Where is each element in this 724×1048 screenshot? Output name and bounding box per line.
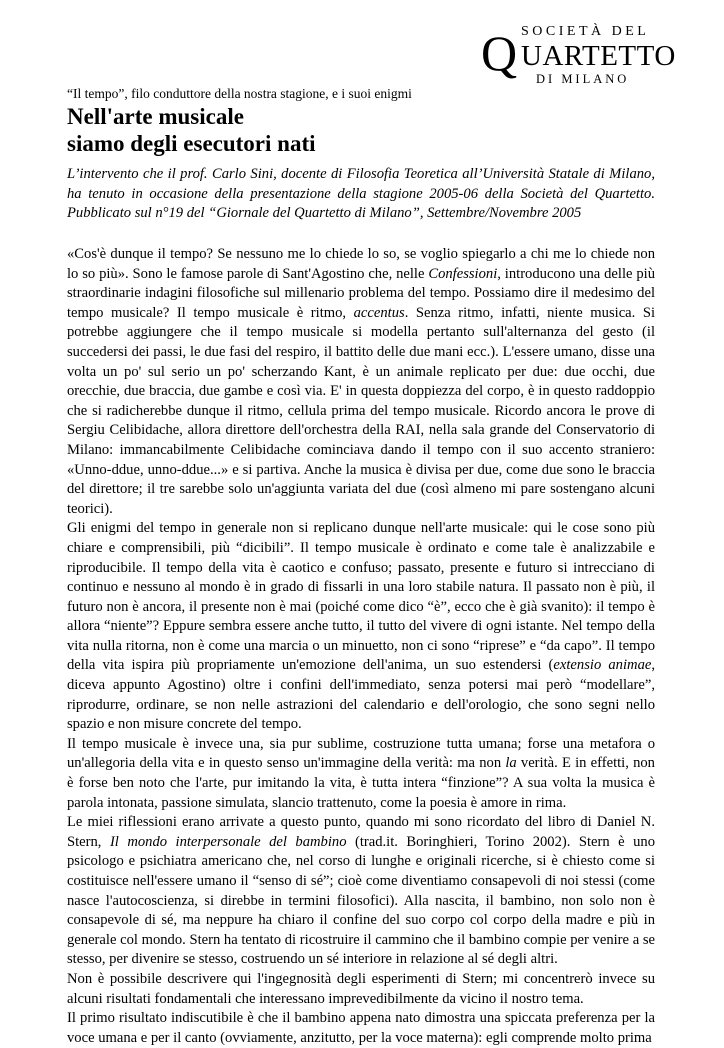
paragraph-2 — [67, 519, 655, 735]
p4-text-c: (trad.it. Boringhieri, Torino 2002). Stern è uno psicologo e psichiatra americano che, nel corso di lunghe e originali ricerche, si è chiesto come si costituisce nell'essere umano il “senso di sé”; cioè come diventiamo consapevoli di noi stessi (come nasce l'autocoscienza, si direbbe in termini filosofici). Alla nascita, il bambino, non solo non è consapevole di sé, ma neppure ha chiaro il confine del suo corpo col corpo della madre e più in generale col mondo. Stern ha tentato di ricostruire il cammino che il bambino compie per venire a se stesso, per divenire se stesso, costruendo un sé interiore in relazione al sé degli altri. — [67, 833, 655, 968]
paragraph-3 — [67, 735, 655, 813]
p2-italic-extensio: extensio animae — [553, 657, 652, 674]
logo-line-milano: DI MILANO — [536, 72, 630, 86]
logo-line-societa: SOCIETÀ DEL — [521, 24, 650, 39]
p1-italic-accentus: accentus — [353, 304, 405, 321]
p1-italic-confessioni: Confessioni — [428, 265, 498, 282]
p2-text-a: Gli enigmi del tempo in generale non si replicano dunque nell'arte musicale: qui le cose sono più chiare e comprensibili, più “dicibili”. Il tempo musicale è ordinato e come tale è analizzabile e riproducibile. Il tempo della vita è caotico e confuso; passato, presente e futuro si intrecciano di continuo e nessuno al mondo è in grado di fissarli in una loro stabile natura. Il passato non è più, il futuro non è ancora, il presente non è mai (poiché come dico “è”, ecco che è già svanito): il tempo è allora “niente”? Eppure sembra essere anche tutto, il tutto del vivere di ogni istante. Nel tempo della vita nulla ritorna, non è come una marcia o un minuetto, non ci sono “riprese” e “da capo”. Il tempo della vita ispira più propriamente un'emozione dell'anima, un suo estendersi ( — [67, 520, 655, 674]
title-line-2: siamo degli esecutori nati — [67, 131, 316, 156]
paragraph-4 — [67, 813, 655, 970]
p1-text-a: «Cos'è dunque il tempo? Se nessuno me lo chiede lo so, se voglio spiegarlo a chi me lo chiede non lo so più». Sono le famose parole di Sant'Agostino che, nelle — [67, 246, 655, 282]
p4-text-a: Le miei riflessioni erano arrivate a questo punto, quando mi sono ricordato del libro di Daniel N. Stern, — [67, 814, 655, 850]
quartetto-logo — [481, 24, 701, 94]
paragraph-5: Non è possibile descrivere qui l'ingegnosità degli esperimenti di Stern; mi concentrerò invece su alcuni risultati fondamentali che interessano imprevedibilmente da vicino il nostro tema. — [67, 970, 655, 1007]
p3-italic-la: la — [505, 755, 517, 772]
logo-initial-q: Q — [481, 25, 518, 81]
intro-paragraph: L’intervento che il prof. Carlo Sini, docente di Filosofia Teoretica all’Università Statale di Milano, ha tenuto in occasione della presentazione della stagione 2005-06 della Società del Quartetto. Pubblicato sul n°19 del “Giornale del Quartetto di Milano”, Settembre/Novembre 2005 — [67, 166, 655, 221]
p1-text-c: , introducono una delle più straordinarie indagini filosofiche sul millenario problema del tempo. Possiamo dire il medesimo del tempo musicale? Il tempo musicale è ritmo, — [67, 265, 655, 321]
logo-line-quartetto: UARTETTO — [521, 40, 676, 72]
article-body — [67, 245, 655, 1048]
p3-text-c: verità. E in effetti, non è forse ben noto che l'arte, pur imitando la vita, è tutta intera “finzione”? A sua volta la musica è parola intonata, passione simulata, slancio trattenuto, come la poesia è amore in rima. — [67, 755, 655, 811]
p3-text-a: Il tempo musicale è invece una, sia pur sublime, costruzione tutta umana; forse una metafora o un'allegoria della vita e in questo senso un'immagine della verità: ma non — [67, 735, 655, 772]
paragraph-1 — [67, 245, 655, 519]
p1-text-e: . Senza ritmo, infatti, niente musica. Si potrebbe aggiungere che il tempo musicale si modella pertanto sull'alternanza del gesto (il succedersi dei passi, le due fasi del respiro, il battito delle due mani ecc.). L'essere umano, disse una volta un po' sul serio un po' scherzando Kant, è un animale replicato per due: due occhi, due orecchie, due braccia, due gambe e così via. E' in questa doppiezza del corpo, è in questo raddoppio che si radicherebbe dunque il ritmo, cellula prima del tempo musicale. Ricordo ancora le prove di Sergiu Celibidache, allora direttore dell'orchestra della RAI, nella sala grande del Conservatorio di Milano: immancabilmente Celibidache cominciava dando il tempo con il suo accento straniero: «Unno-ddue, unno-ddue...» e si partiva. Anche la musica è divisa per due, come due sono le braccia del direttore; il tre sarebbe solo un'aggiunta variata del due (così almeno mi pare sostengano alcuni teorici). — [67, 304, 656, 517]
article-title — [67, 103, 316, 157]
paragraph-6: Il primo risultato indiscutibile è che il bambino appena nato dimostra una spiccata preferenza per la voce umana e per il canto (ovviamente, anzitutto, per la voce materna): egli comprende molto prima — [67, 1010, 655, 1046]
title-line-1: Nell'arte musicale — [67, 104, 244, 129]
p4-italic-book-title: Il mondo interpersonale del bambino — [109, 833, 347, 850]
kicker: “Il tempo”, filo conduttore della nostra stagione, e i suoi enigmi — [67, 86, 412, 101]
p2-text-c: , diceva appunto Agostino) oltre i confini dell'immediato, senza potersi mai però “modellare”, riprodurre, ordinare, se non nelle astrazioni del calendario e dell'orologio, che sono segni nello spazio e non misure concrete del tempo. — [67, 657, 655, 733]
